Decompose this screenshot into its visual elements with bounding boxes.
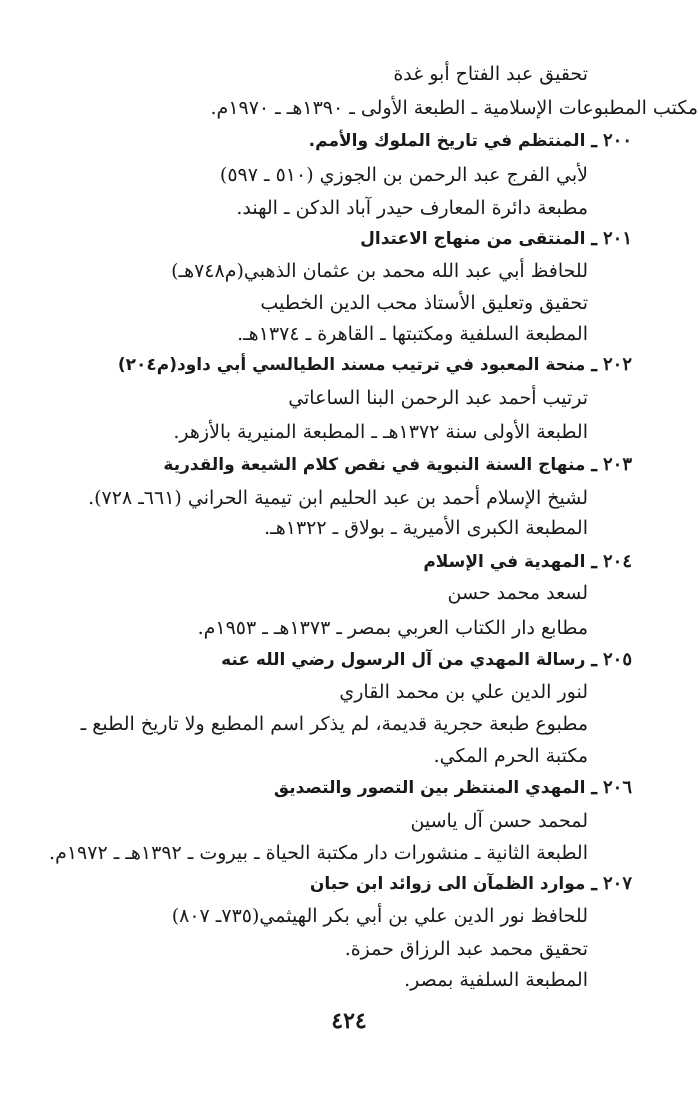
entry-title: المهدية في الإسلام bbox=[423, 552, 586, 572]
entry-number: ٢٠٠ bbox=[602, 130, 632, 151]
entry-detail: لشيخ الإسلام أحمد بن عبد الحليم ابن تيمية الحراني (٦٦١ـ ٧٢٨). bbox=[88, 487, 588, 509]
entry-number: ٢٠٧ bbox=[602, 873, 632, 894]
entry-heading bbox=[309, 126, 632, 156]
entry-number: ٢٠٢ bbox=[602, 354, 632, 375]
entry-detail: لنور الدين علي بن محمد القاري bbox=[339, 681, 588, 703]
entry-heading bbox=[274, 773, 632, 803]
entry-heading bbox=[221, 645, 632, 675]
entry-detail: للحافظ نور الدين علي بن أبي بكر الهيثمي(٧٣٥ـ ٨٠٧) bbox=[171, 905, 588, 927]
entry-heading bbox=[163, 450, 632, 480]
entry-heading bbox=[423, 547, 632, 577]
entry-heading bbox=[310, 869, 632, 899]
entry-title: منهاج السنة النبوية في نقص كلام الشيعة والقدرية bbox=[163, 455, 586, 475]
entry-detail: الطبعة الأولى سنة ١٣٧٢هـ ـ المطبعة المنيرية بالأزهر. bbox=[173, 421, 588, 443]
entry-dash: ـ bbox=[591, 777, 597, 799]
entry-dash: ـ bbox=[591, 228, 597, 250]
entry-dash: ـ bbox=[591, 649, 597, 671]
entry-heading bbox=[118, 350, 632, 380]
entry-detail: لمحمد حسن آل ياسين bbox=[410, 810, 588, 832]
entry-number: ٢٠١ bbox=[602, 228, 632, 249]
entry-detail: تحقيق وتعليق الأستاذ محب الدين الخطيب bbox=[260, 292, 588, 314]
entry-detail: مطبوع طبعة حجرية قديمة، لم يذكر اسم المطبع ولا تاريخ الطبع ـ bbox=[80, 713, 588, 735]
entry-detail: المطبعة السلفية ومكتبتها ـ القاهرة ـ ١٣٧٤هـ. bbox=[237, 323, 588, 345]
entry-number: ٢٠٤ bbox=[602, 551, 632, 572]
entry-detail: لسعد محمد حسن bbox=[447, 582, 588, 604]
entry-dash: ـ bbox=[591, 130, 597, 152]
entry-heading bbox=[360, 224, 632, 254]
entry-title: المهدي المنتظر بين التصور والتصديق bbox=[273, 778, 586, 798]
entry-dash: ـ bbox=[591, 354, 597, 376]
entry-detail: المطبعة الكبرى الأميرية ـ بولاق ـ ١٣٢٢هـ. bbox=[264, 517, 588, 539]
entry-dash: ـ bbox=[591, 873, 597, 895]
entry-number: ٢٠٥ bbox=[602, 649, 632, 670]
entry-detail: للحافظ أبي عبد الله محمد بن عثمان الذهبي(م٧٤٨هـ) bbox=[171, 260, 588, 282]
entry-detail: مطبعة دائرة المعارف حيدر آباد الدكن ـ الهند. bbox=[236, 197, 588, 219]
entry-title: منحة المعبود في ترتيب مسند الطيالسي أبي داود(م٢٠٤) bbox=[117, 355, 586, 375]
entry-number: ٢٠٦ bbox=[602, 777, 632, 798]
continuation-line: مكتب المطبوعات الإسلامية ـ الطبعة الأولى ـ ١٣٩٠هـ ـ ١٩٧٠م. bbox=[210, 97, 698, 119]
entry-detail: ترتيب أحمد عبد الرحمن البنا الساعاتي bbox=[288, 387, 588, 409]
entry-detail: لأبي الفرج عبد الرحمن بن الجوزي (٥١٠ ـ ٥٩٧) bbox=[219, 164, 588, 186]
entry-detail: الطبعة الثانية ـ منشورات دار مكتبة الحياة ـ بيروت ـ ١٣٩٢هـ ـ ١٩٧٢م. bbox=[49, 842, 588, 864]
page-number: ٤٢٤ bbox=[331, 1008, 367, 1034]
entry-dash: ـ bbox=[591, 454, 597, 476]
entry-title: المنتقى من منهاج الاعتدال bbox=[360, 229, 586, 249]
entry-number: ٢٠٣ bbox=[602, 454, 632, 475]
entry-title: المنتظم في تاريخ الملوك والأمم. bbox=[308, 131, 586, 151]
entry-detail: مطابع دار الكتاب العربي بمصر ـ ١٣٧٣هـ ـ ١٩٥٣م. bbox=[197, 617, 588, 639]
entry-detail: تحقيق محمد عبد الرزاق حمزة. bbox=[344, 938, 588, 960]
entry-title: رسالة المهدي من آل الرسول رضي الله عنه bbox=[221, 650, 586, 670]
entry-title: موارد الظمآن الى زوائد ابن حبان bbox=[309, 874, 586, 894]
continuation-line: تحقيق عبد الفتاح أبو غدة bbox=[393, 63, 588, 85]
entry-detail: المطبعة السلفية بمصر. bbox=[404, 969, 588, 991]
entry-detail: مكتبة الحرم المكي. bbox=[433, 745, 588, 767]
entry-dash: ـ bbox=[591, 551, 597, 573]
